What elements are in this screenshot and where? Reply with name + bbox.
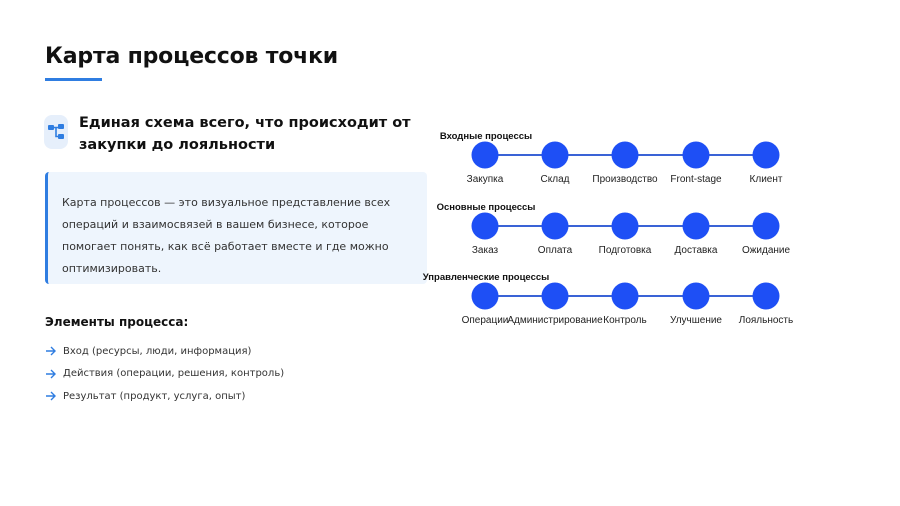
process-node [753, 142, 780, 169]
process-node-label: Закупка [466, 174, 504, 185]
process-row-title: Управленческие процессы [422, 272, 550, 283]
process-node-label: Заказ [471, 245, 499, 256]
process-node-label: Клиент [749, 174, 783, 185]
list-item [45, 340, 284, 363]
callout-text: Карта процессов — это визуальное представление всех операций и взаимосвязей в вашем бизнесе, которое помогает понять, как всё работает вместе и где можно оптимизировать. [62, 196, 391, 275]
process-node [542, 142, 569, 169]
process-node-label: Подготовка [598, 245, 652, 256]
process-node [612, 213, 639, 240]
process-node-label: Улучшение [670, 315, 722, 326]
process-row-title: Входные процессы [439, 131, 533, 142]
section-subtitle: Единая схема всего, что происходит от закупки до лояльности [79, 115, 411, 153]
process-node [612, 283, 639, 310]
list-item-text: Действия (операции, решения, контроль) [63, 368, 285, 380]
title-underline [45, 78, 102, 81]
process-node-label: Производство [592, 174, 658, 185]
process-node [683, 142, 710, 169]
process-node [753, 283, 780, 310]
process-node [542, 213, 569, 240]
list-item-text: Результат (продукт, услуга, опыт) [63, 390, 246, 402]
process-node [472, 283, 499, 310]
list-item [45, 385, 284, 408]
process-node-label: Операции [461, 315, 509, 326]
flow-diagram-icon [44, 115, 68, 149]
process-node-label: Ожидание [741, 245, 791, 256]
arrow-right-icon [45, 369, 57, 379]
process-node [683, 213, 710, 240]
definition-callout [45, 172, 427, 284]
process-node-label: Склад [540, 174, 570, 185]
process-node [683, 283, 710, 310]
arrow-right-icon [45, 391, 57, 401]
arrow-right-icon [45, 346, 57, 356]
page-title: Карта процессов точки [45, 44, 339, 69]
list-item [45, 363, 284, 386]
process-node [472, 213, 499, 240]
process-node-label: Лояльность [738, 315, 794, 326]
process-node [472, 142, 499, 169]
process-node-label: Администрирование [507, 315, 603, 326]
process-node-label: Оплата [537, 245, 573, 256]
process-node [612, 142, 639, 169]
process-node-label: Front-stage [670, 174, 722, 185]
elements-list [45, 340, 284, 408]
process-node-label: Контроль [603, 315, 647, 326]
process-node-label: Доставка [674, 245, 718, 256]
elements-heading: Элементы процесса: [45, 315, 189, 329]
process-node [753, 213, 780, 240]
process-row-title: Основные процессы [436, 202, 536, 213]
list-item-text: Вход (ресурсы, люди, информация) [63, 345, 252, 357]
process-node [542, 283, 569, 310]
